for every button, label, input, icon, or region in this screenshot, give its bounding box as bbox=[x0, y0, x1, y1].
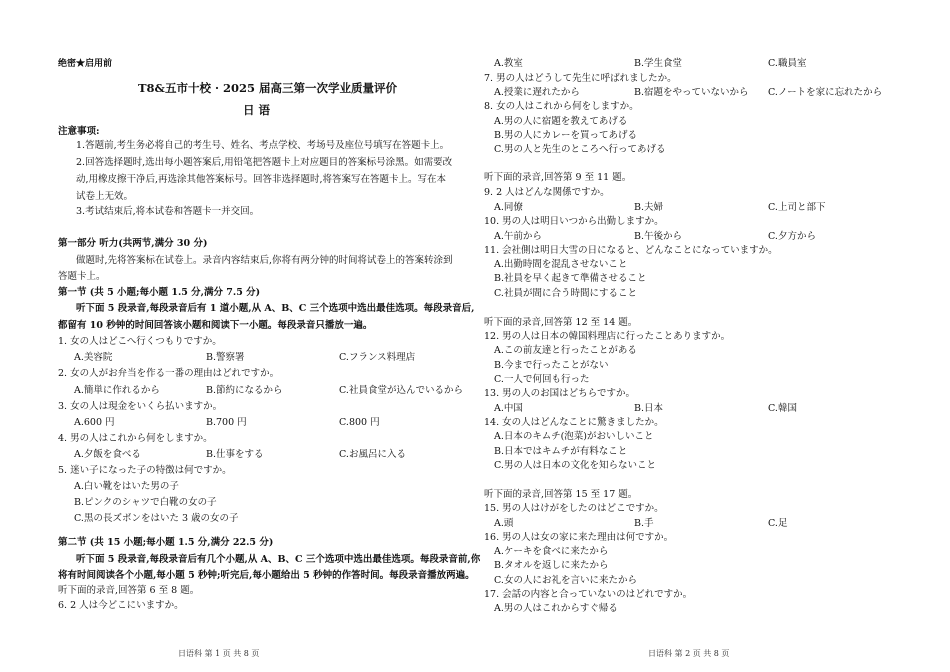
question-15: 15. 男の人はけがをしたのはどこですか。 bbox=[484, 503, 664, 514]
section1-heading: 第一节 (共 5 小题;每小题 1.5 分,满分 7.5 分) bbox=[58, 287, 261, 298]
question-5: 5. 迷い子になった子の特徴は何ですか。 bbox=[58, 465, 232, 476]
option-b: B.手 bbox=[634, 518, 654, 529]
question-14: 14. 女の人はどんなことに驚きましたか。 bbox=[484, 417, 664, 428]
option-a: A.教室 bbox=[494, 58, 523, 69]
page-1-footer: 日语科 第 1 页 共 8 页 bbox=[178, 649, 260, 658]
option-a: A.出勤時間を混乱させないこと bbox=[494, 259, 628, 270]
option-a: A.午前から bbox=[494, 231, 542, 242]
notice-line: 2.回答选择题时,选出每小题答案后,用铅笔把答题卡上对应题目的答案标号涂黑。如需要改 bbox=[76, 157, 453, 168]
question-1: 1. 女の人はどこへ行くつもりですか。 bbox=[58, 336, 222, 347]
option-c: C.お風呂に入る bbox=[339, 449, 406, 460]
option-b: B.今まで行ったことがない bbox=[494, 360, 609, 371]
option-a: A.日本のキムチ(泡菜)がおいしいこと bbox=[494, 431, 654, 442]
section1-intro: 听下面 5 段录音,每段录音后有 1 道小题,从 A、B、C 三个选项中选出最佳选项。每段录音后, bbox=[76, 303, 475, 314]
option-a: A.男の人に宿題を教えてあげる bbox=[494, 116, 628, 127]
section-note: 听下面的录音,回答第 15 至 17 题。 bbox=[484, 489, 638, 500]
question-2: 2. 女の人がお弁当を作る一番の理由はどれですか。 bbox=[58, 368, 280, 379]
option-b: B.仕事をする bbox=[206, 449, 264, 460]
option-b: B.男の人にカレーを買ってあげる bbox=[494, 130, 638, 141]
notice-line: 试卷上无效。 bbox=[76, 191, 134, 202]
option-c: C.ノートを家に忘れたから bbox=[768, 87, 883, 98]
option-b: B.ピンクのシャツで白靴の女の子 bbox=[74, 497, 217, 508]
option-a: A.この前友達と行ったことがある bbox=[494, 345, 637, 356]
option-a: A.頭 bbox=[494, 518, 514, 529]
subject-title: 日 语 bbox=[243, 103, 271, 117]
section-note: 听下面的录音,回答第 12 至 14 题。 bbox=[484, 317, 638, 328]
option-c: C.社員が間に合う時間にすること bbox=[494, 288, 637, 299]
option-a: A.600 円 bbox=[74, 417, 115, 428]
option-b: B.社員を早く起きて準備させること bbox=[494, 273, 647, 284]
option-b: B.節約になるから bbox=[206, 385, 283, 396]
question-4: 4. 男の人はこれから何をしますか。 bbox=[58, 433, 213, 444]
option-b: B.日本 bbox=[634, 403, 664, 414]
option-b: B.宿題をやっていないから bbox=[634, 87, 749, 98]
option-b: B.学生食堂 bbox=[634, 58, 683, 69]
option-c: C.韓国 bbox=[768, 403, 797, 414]
question-12: 12. 男の人は日本の韓国料理店に行ったことありますか。 bbox=[484, 331, 731, 342]
option-a: A.簡単に作れるから bbox=[74, 385, 160, 396]
option-c: C.一人で何回も行った bbox=[494, 374, 590, 385]
section1-intro: 都留有 10 秒钟的时间回答该小题和阅读下一小题。每段录音只播放一遍。 bbox=[58, 320, 373, 331]
part1-intro: 做题时,先将答案标在试卷上。录音内容结束后,你将有两分钟的时间将试卷上的答案转涂到 bbox=[76, 255, 453, 266]
notice-line: 3.考试结束后,将本试卷和答题卡一并交回。 bbox=[76, 206, 260, 217]
option-b: B.警察署 bbox=[206, 352, 245, 363]
option-c: C.職員室 bbox=[768, 58, 807, 69]
question-10: 10. 男の人は明日いつから出勤しますか。 bbox=[484, 216, 664, 227]
option-a: A.授業に遅れたから bbox=[494, 87, 580, 98]
option-b: B.タオルを返しに来たから bbox=[494, 560, 609, 571]
notice-line: 1.答题前,考生务必将自己的考生号、姓名、考点学校、考场号及座位号填写在答题卡上。 bbox=[76, 140, 450, 151]
option-b: B.夫婦 bbox=[634, 202, 664, 213]
option-c: C.男の人は日本の文化を知らないこと bbox=[494, 460, 656, 471]
option-c: C.黒の長ズボンをはいた 3 歳の女の子 bbox=[74, 513, 239, 524]
question-6: 6. 2 人は今どこにいますか。 bbox=[58, 600, 184, 611]
option-c: C.社員食堂が込んでいるから bbox=[339, 385, 463, 396]
section2-intro: 将有时间阅读各个小题,每小题 5 秒钟;听完后,每小题给出 5 秒钟的作答时间。每段录音播放两遍。 bbox=[58, 570, 475, 581]
page-2-footer: 日语科 第 2 页 共 8 页 bbox=[648, 649, 730, 658]
option-b: B.700 円 bbox=[206, 417, 247, 428]
option-c: C.女の人にお礼を言いに来たから bbox=[494, 575, 637, 586]
option-c: C.800 円 bbox=[339, 417, 380, 428]
option-a: A.白い靴をはいた男の子 bbox=[74, 481, 179, 492]
option-b: B.日本ではキムチが有料なこと bbox=[494, 446, 628, 457]
section2-note: 听下面的录音,回答第 6 至 8 题。 bbox=[58, 585, 200, 596]
option-a: A.夕飯を食べる bbox=[74, 449, 141, 460]
notice-line: 动,用橡皮擦干净后,再选涂其他答案标号。回答非选择题时,将答案写在答题卡上。写在本 bbox=[76, 174, 447, 185]
question-11: 11. 会社側は明日大雪の日になると、どんなことになっていますか。 bbox=[484, 245, 778, 256]
option-a: A.同僚 bbox=[494, 202, 523, 213]
section2-intro: 听下面 5 段录音,每段录音后有几个小题,从 A、B、C 三个选项中选出最佳选项。每段录音前,你 bbox=[76, 554, 481, 565]
option-c: C.フランス料理店 bbox=[339, 352, 416, 363]
question-9: 9. 2 人はどんな関係ですか。 bbox=[484, 187, 610, 198]
option-a: A.美容院 bbox=[74, 352, 113, 363]
section2-heading: 第二节 (共 15 小题;每小题 1.5 分,满分 22.5 分) bbox=[58, 537, 274, 548]
option-a: A.男の人はこれからすぐ帰る bbox=[494, 603, 618, 614]
notice-heading: 注意事项: bbox=[58, 126, 100, 137]
option-c: C.男の人と先生のところへ行ってあげる bbox=[494, 144, 666, 155]
question-13: 13. 男の人のお国はどちらですか。 bbox=[484, 388, 636, 399]
exam-title: T8&五市十校 · 2025 届高三第一次学业质量评价 bbox=[138, 81, 397, 95]
question-16: 16. 男の人は女の家に来た理由は何ですか。 bbox=[484, 532, 674, 543]
part1-heading: 第一部分 听力(共两节,满分 30 分) bbox=[58, 238, 208, 249]
option-c: C.夕方から bbox=[768, 231, 816, 242]
part1-intro: 答题卡上。 bbox=[58, 271, 106, 282]
question-17: 17. 会話の内容と合っていないのはどれですか。 bbox=[484, 589, 693, 600]
option-b: B.午後から bbox=[634, 231, 683, 242]
option-a: A.ケーキを食べに来たから bbox=[494, 546, 609, 557]
question-7: 7. 男の人はどうして先生に呼ばれましたか。 bbox=[484, 73, 677, 84]
section-note: 听下面的录音,回答第 9 至 11 题。 bbox=[484, 172, 632, 183]
option-c: C.上司と部下 bbox=[768, 202, 826, 213]
confidential-mark: 绝密★启用前 bbox=[58, 59, 113, 69]
option-a: A.中国 bbox=[494, 403, 523, 414]
option-c: C.足 bbox=[768, 518, 788, 529]
question-8: 8. 女の人はこれから何をしますか。 bbox=[484, 101, 639, 112]
question-3: 3. 女の人は現金をいくら払いますか。 bbox=[58, 401, 223, 412]
